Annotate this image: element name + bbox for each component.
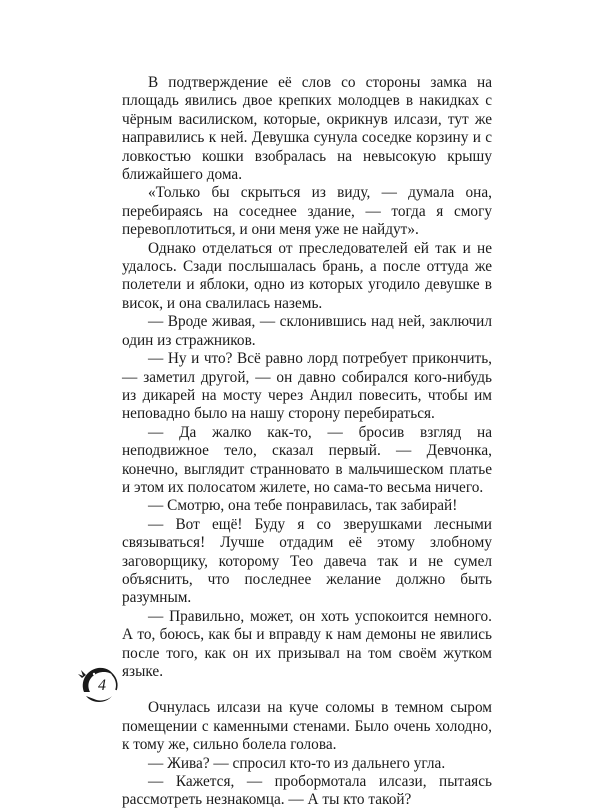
paragraph: — Вроде живая, — склонившись над ней, заключил один из стражников. xyxy=(122,313,492,349)
paragraph: — Правильно, может, он хоть успокоится немного. А то, боюсь, как бы и вправду к нам демоны не явились после того, как он их призывал на том своём жутком языке. xyxy=(122,607,492,680)
body-text xyxy=(122,74,492,810)
paragraph: — Вот ещё! Буду я со зверушками лесными связываться! Лучше отдадим её этому злобному заговорщику, которому Тео давеча так и не сумел объяснить, что последнее желание должно быть разумным. xyxy=(122,515,492,607)
paragraph: — Да жалко как-то, — бросив взгляд на неподвижное тело, сказал первый. — Девчонка, конечно, выглядит странновато в мальчишеском платье и этом их полосатом жилете, но сама-то весьма ничего. xyxy=(122,423,492,496)
paragraph: — Ну и что? Всё равно лорд потребует прикончить, — заметил другой, — он давно собирался кого-нибудь из дикарей на мосту через Андил повесить, чтобы им неповадно было на нашу сторону перебираться. xyxy=(122,350,492,423)
paragraph: — Жива? — спросил кто-то из дальнего угла. xyxy=(148,754,446,772)
paragraph: — Смотрю, она тебе понравилась, так забирай! xyxy=(148,497,458,515)
paragraph: — Кажется, — пробормотала илсази, пытаясь рассмотреть незнакомца. — А ты кто такой? xyxy=(122,773,492,809)
paragraph: Очнулась илсази на куче соломы в темном сыром помещении с каменными стенами. Было очень холодно, к тому же, сильно болела голова. xyxy=(122,699,492,754)
section-break xyxy=(122,681,492,699)
paragraph: «Только бы скрыться из виду, — думала она, перебираясь на соседнее здание, — тогда я смогу перевоплотиться, и они меня уже не найдут». xyxy=(122,184,492,239)
page-number: 4 xyxy=(98,677,106,694)
paragraph: В подтверждение её слов со стороны замка на площадь явились двое крепких молодцев в накидках с чёрным василиском, которые, окрикнув илсази, тут же направились к ней. Девушка сунула соседке корзину и с ловкостью кошки взобралась на невысокую крышу ближайшего дома. xyxy=(122,74,492,184)
page-number-ornament xyxy=(76,662,122,708)
paragraph: Однако отделаться от преследователей ей так и не удалось. Сзади послышалась брань, а после оттуда же полетели и яблоки, одно из которых угодило девушке в висок, и она свалилась наземь. xyxy=(122,239,492,312)
